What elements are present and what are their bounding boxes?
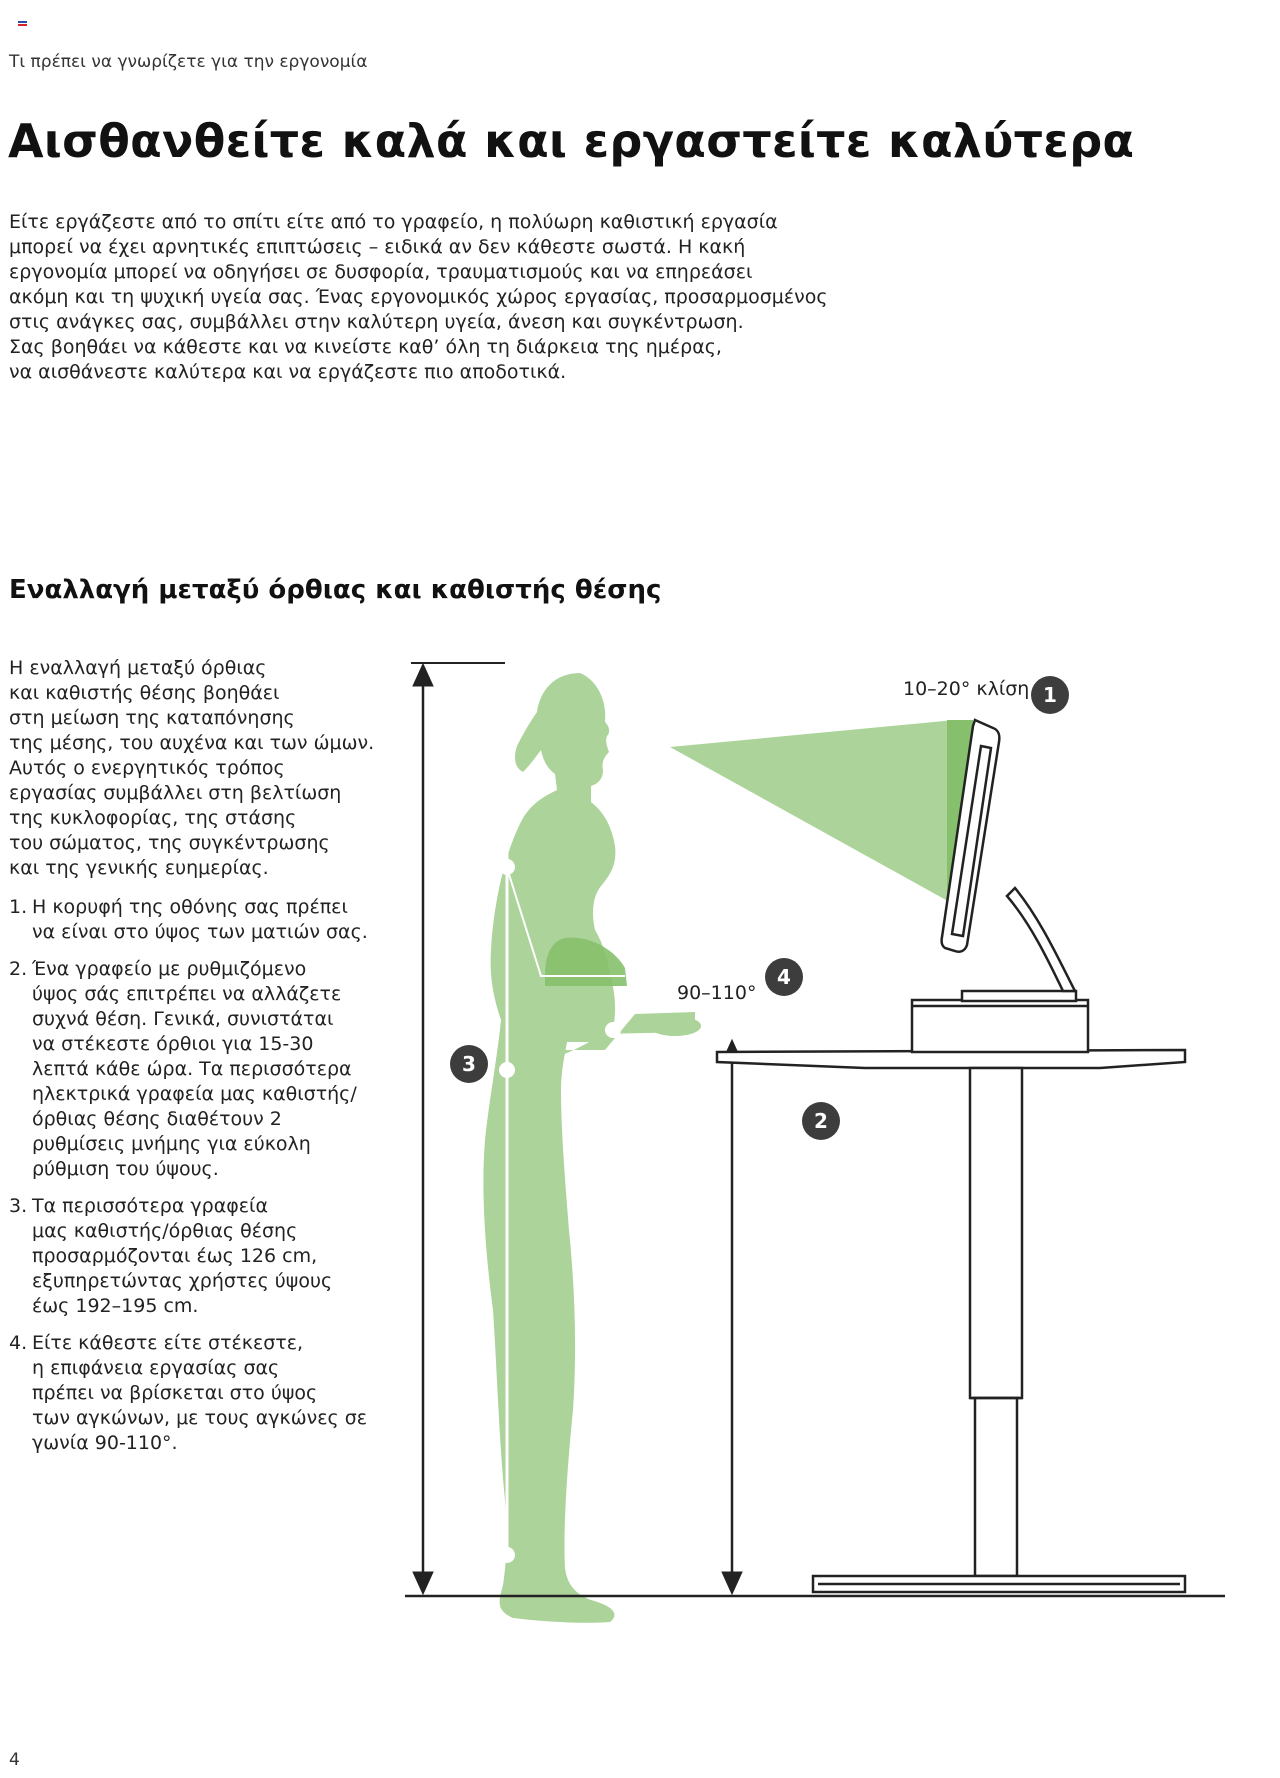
tip-line: έως 192–195 cm.	[32, 1295, 199, 1317]
lead-paragraph	[9, 656, 409, 881]
badge-3-number: 3	[462, 1052, 476, 1076]
monitor-riser	[912, 1000, 1088, 1052]
intro-line: μπορεί να έχει αρνητικές επιπτώσεις – ειδικά αν δεν κάθεστε σωστά. Η κακή	[9, 236, 746, 258]
lead-line: στη μείωση της καταπόνησης	[9, 707, 295, 729]
lead-line: της κυκλοφορίας, της στάσης	[9, 807, 297, 829]
tip-line: Η κορυφή της οθόνης σας πρέπει	[32, 896, 348, 918]
tip-number: 2.	[9, 958, 28, 980]
lead-line: εργασίας συμβάλλει στη βελτίωση	[9, 782, 342, 804]
lead-line: Η εναλλαγή μεταξύ όρθιας	[9, 657, 267, 679]
tip-line: γωνία 90-110°.	[32, 1432, 178, 1454]
tip-line: ηλεκτρικά γραφεία μας καθιστής/	[32, 1083, 357, 1105]
tip-line: των αγκώνων, με τους αγκώνες σε	[32, 1407, 368, 1429]
lead-line: του σώματος, της συγκέντρωσης	[9, 832, 330, 854]
badge-1-number: 1	[1043, 683, 1057, 707]
ergonomics-diagram	[395, 650, 1235, 1710]
joint-marker	[499, 792, 515, 808]
tips-list	[9, 895, 409, 1456]
tip-line: Είτε κάθεστε είτε στέκεστε,	[32, 1332, 304, 1354]
intro-line: εργονομία μπορεί να οδηγήσει σε δυσφορία, τραυματισμούς και να επηρεάσει	[9, 261, 753, 283]
flag-stripe	[18, 26, 27, 27]
tip-item	[9, 957, 409, 1182]
tip-line: πρέπει να βρίσκεται στο ύψος	[32, 1382, 318, 1404]
page-number: 4	[9, 1750, 20, 1770]
lead-line: και της γενικής ευημερίας.	[9, 857, 269, 879]
tip-line: Τα περισσότερα γραφεία	[32, 1195, 268, 1217]
standing-desk-illustration	[395, 650, 1235, 1710]
intro-line: στις ανάγκες σας, συμβάλλει στην καλύτερη υγεία, άνεση και συγκέντρωση.	[9, 311, 744, 333]
joint-marker	[499, 859, 515, 875]
tip-line: ρύθμιση του ύψους.	[32, 1158, 219, 1180]
intro-line: να αισθάνεστε καλύτερα και να εργάζεστε πιο αποδοτικά.	[9, 361, 567, 383]
joint-marker	[499, 1547, 515, 1563]
tip-item	[9, 1194, 409, 1319]
intro-line: Είτε εργάζεστε από το σπίτι είτε από το γραφείο, η πολύωρη καθιστική εργασία	[9, 211, 778, 233]
lead-line: και καθιστής θέσης βοηθάει	[9, 682, 280, 704]
tip-number: 3.	[9, 1195, 28, 1217]
monitor-stand	[1007, 888, 1075, 991]
joint-marker	[499, 711, 515, 727]
joint-marker	[499, 1062, 515, 1078]
woman-silhouette	[483, 673, 701, 1623]
tip-item	[9, 1331, 409, 1456]
tip-line: εξυπηρετώντας χρήστες ύψους	[32, 1270, 333, 1292]
section-kicker: Τι πρέπει να γνωρίζετε για την εργονομία	[9, 52, 368, 72]
badge-2-number: 2	[814, 1109, 828, 1133]
tip-line: να στέκεστε όρθιοι για 15-30	[32, 1033, 314, 1055]
elbow-angle-shade	[545, 938, 627, 986]
tip-line: συχνά θέση. Γενικά, συνιστάται	[32, 1008, 334, 1030]
badge-4	[765, 958, 803, 996]
monitor-base	[962, 991, 1076, 1001]
desk-leg-lower	[975, 1398, 1017, 1576]
sight-cone	[670, 720, 955, 905]
tip-number: 4.	[9, 1332, 28, 1354]
screen-tilt-label: 10–20° κλίση	[903, 678, 1030, 700]
greek-flag-icon	[18, 20, 27, 27]
intro-line: ακόμη και τη ψυχική υγεία σας. Ένας εργονομικός χώρος εργασίας, προσαρμοσμένος	[9, 286, 828, 308]
tip-line: να είναι στο ύψος των ματιών σας.	[32, 921, 368, 943]
badge-3	[450, 1045, 488, 1083]
tip-number: 1.	[9, 896, 28, 918]
page-title: Αισθανθείτε καλά και εργαστείτε καλύτερα	[8, 114, 1135, 168]
joint-marker	[605, 1022, 621, 1038]
intro-paragraph	[9, 210, 879, 385]
tip-line: όρθιας θέσης διαθέτουν 2	[32, 1108, 282, 1130]
tip-line: Ένα γραφείο με ρυθμιζόμενο	[32, 958, 307, 980]
tip-line: η επιφάνεια εργασίας σας	[32, 1357, 280, 1379]
tip-line: ρυθμίσεις μνήμης για εύκολη	[32, 1133, 311, 1155]
lead-line: Αυτός ο ενεργητικός τρόπος	[9, 757, 285, 779]
tip-line: μας καθιστής/όρθιας θέσης	[32, 1220, 298, 1242]
badge-2	[802, 1102, 840, 1140]
tip-line: ύψος σάς επιτρέπει να αλλάζετε	[32, 983, 342, 1005]
tip-line: λεπτά κάθε ώρα. Τα περισσότερα	[32, 1058, 352, 1080]
elbow-angle-label: 90–110°	[677, 982, 757, 1004]
lead-line: της μέσης, του αυχένα και των ώμων.	[9, 732, 375, 754]
tip-line: προσαρμόζονται έως 126 cm,	[32, 1245, 318, 1267]
badge-4-number: 4	[777, 965, 791, 989]
tip-item	[9, 895, 409, 945]
standing-desk	[717, 1050, 1185, 1592]
desk-leg-upper	[970, 1068, 1022, 1398]
desk-height-arrow	[722, 1040, 742, 1594]
intro-line: Σας βοηθάει να κάθεστε και να κινείστε καθ’ όλη τη διάρκεια της ημέρας,	[9, 336, 722, 358]
section-heading: Εναλλαγή μεταξύ όρθιας και καθιστής θέσης	[9, 575, 662, 605]
badge-1	[1031, 676, 1069, 714]
tips-column	[9, 656, 409, 1468]
